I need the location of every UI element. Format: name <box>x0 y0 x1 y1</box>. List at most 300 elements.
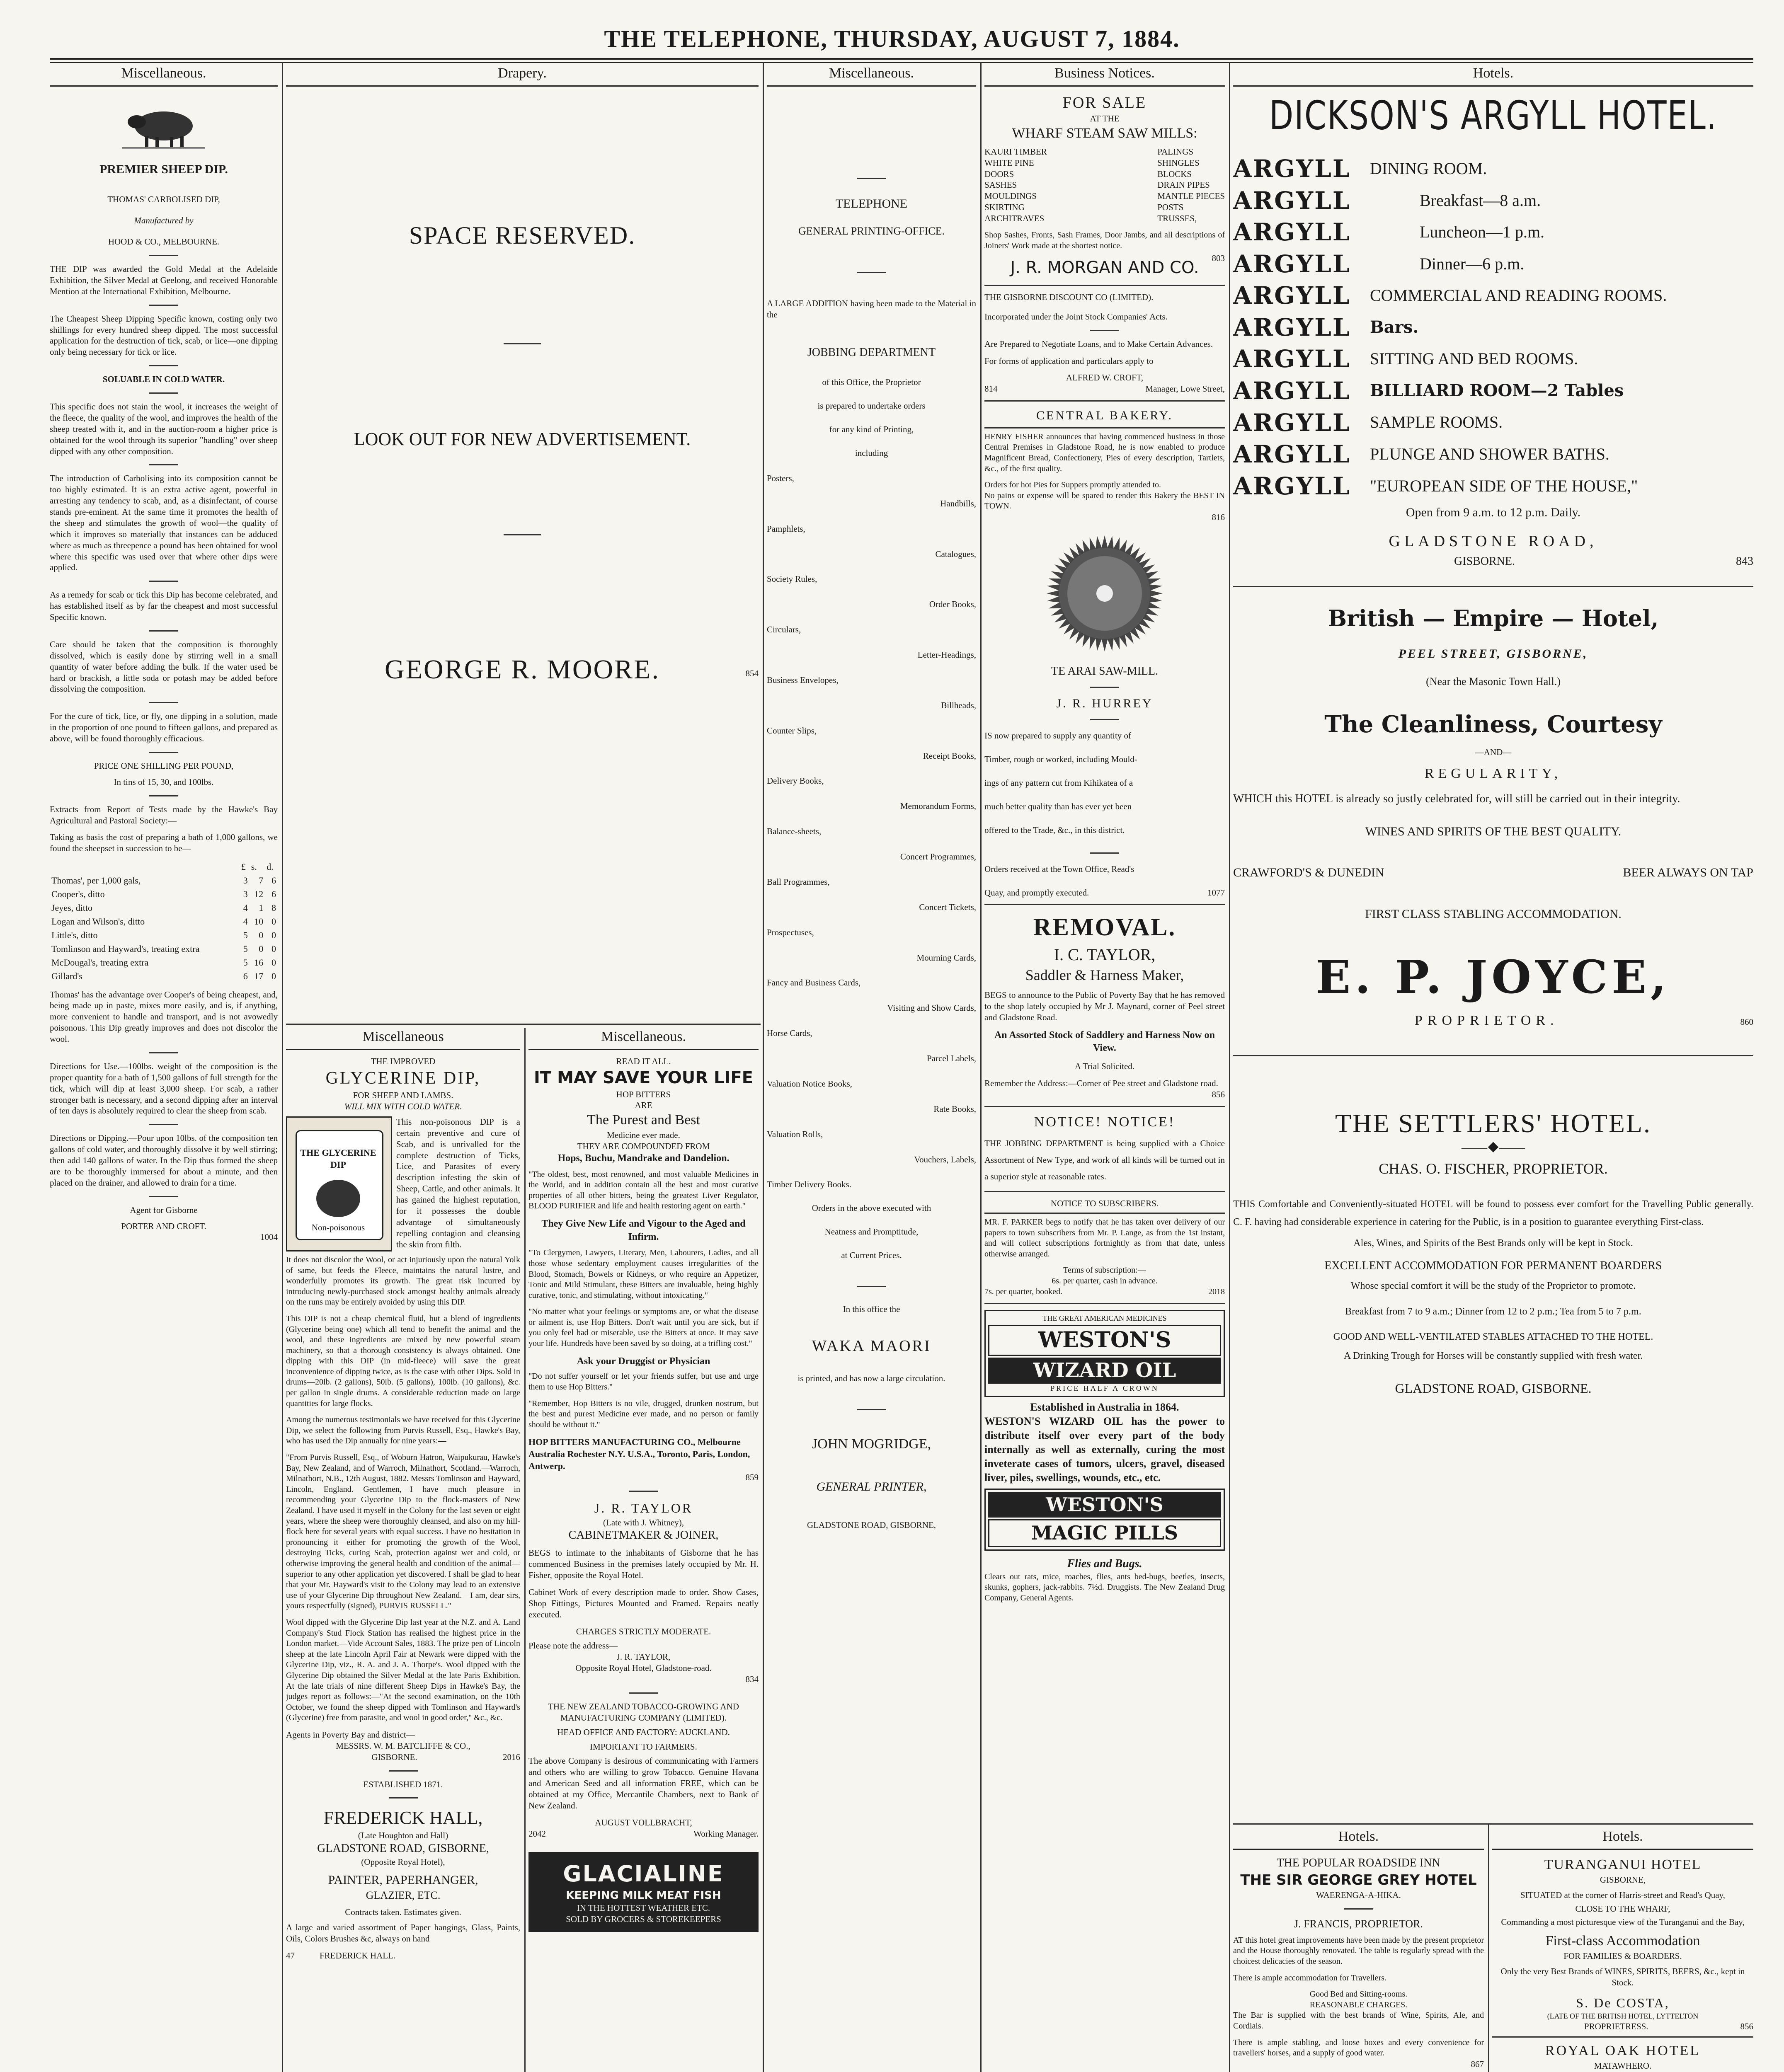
ad-text: ARE <box>635 1100 652 1111</box>
ad-text: CHAS. O. FISCHER, PROPRIETOR. <box>1379 1160 1608 1177</box>
divider <box>1090 852 1119 854</box>
ad-code: 816 <box>1212 512 1225 522</box>
ad-text: Ales, Wines, and Spirits of the Best Brands only will be kept in Stock. <box>1353 1238 1633 1249</box>
sheep-icon <box>122 103 205 149</box>
argyll-word: ARGYLL <box>1233 472 1351 500</box>
argyll-feature: DINING ROOM. <box>1370 159 1487 178</box>
section-rule <box>984 427 1225 428</box>
dip-name-cell: Thomas', per 1,000 gals, <box>51 875 141 886</box>
list-item: MOULDINGS <box>984 191 1037 201</box>
divider <box>629 1491 658 1492</box>
argyll-word: ARGYLL <box>1233 186 1351 215</box>
ad-text: HEAD OFFICE AND FACTORY: AUCKLAND. <box>557 1727 730 1737</box>
list-item: Memorandum Forms, <box>900 801 976 811</box>
ad-paragraph: This DIP is not a cheap chemical fluid, but a blend of ingredients (Glycerine being one) which all tend to benefit the animal and the wool, and these ingredients are mixed by new powerful steam machinery, so that a thorough consistency is always obtained. One dipping with this DIP (in mid-fleece) will save the great inconvenience of dipping twice, as is the case with other Dips. Sold in drums—20lb. (2 gallons), 50lb. (5 gallons), 100lb. (10 gallons), &c. per gallon in single drums. A considerable reduction made on large quantities for large flocks. <box>286 1314 520 1408</box>
argyll-feature: COMMERCIAL AND READING ROOMS. <box>1370 286 1667 305</box>
divider <box>149 752 178 753</box>
hotel-title: TURANGANUI HOTEL <box>1544 1857 1702 1872</box>
printing-items-list <box>767 473 976 1190</box>
ornament: ⸻◆⸻ <box>1461 1142 1526 1154</box>
argyll-word: ARGYLL <box>1233 249 1351 278</box>
list-item: Ball Programmes, <box>767 876 830 887</box>
ad-text: CLOSE TO THE WHARF, <box>1575 1903 1670 1914</box>
ad-paragraph: Clears out rats, mice, roaches, flies, ants bed-bugs, beetles, insects, skunks, gophers, jack-rabbits. 7½d. Druggists. The New Zealand Drug Company, General Agents. <box>984 1572 1225 1603</box>
divider <box>857 272 886 273</box>
section-rule <box>984 1106 1225 1107</box>
ad-text: (LATE OF THE BRITISH HOTEL, LYTTELTON <box>1547 2011 1699 2020</box>
ad-paragraph: There is ample stabling, and loose boxes and every convenience for travellers' horses, and a supply of good water. <box>1233 2038 1484 2058</box>
ad-paragraph: "No matter what your feelings or symptoms are, or what the disease or ailment is, use Hop Bitters. Don't wait until you are sick, but if you only feel bad or miserable, use the Bitters at once. It may save your life. Hundreds have been saved by so doing, at a trifling cost." <box>528 1307 759 1348</box>
ad-code: 1077 <box>1207 887 1225 898</box>
list-item: Mourning Cards, <box>916 952 976 963</box>
table-row <box>50 969 278 983</box>
list-item: SKIRTING <box>984 202 1025 213</box>
dip-name-cell: Little's, ditto <box>51 930 98 941</box>
section-rule <box>984 1213 1225 1214</box>
section-rule <box>984 285 1225 286</box>
column-heading: Hotels. <box>1233 64 1753 87</box>
ad-code: 814 <box>984 384 998 394</box>
price-cell: 6 <box>271 889 276 900</box>
argyll-row <box>1233 438 1753 470</box>
ad-text: SOLD BY GROCERS & STOREKEEPERS <box>566 1914 721 1924</box>
column-heading: Hotels. <box>1233 1828 1484 1850</box>
column-heading: Miscellaneous. <box>50 64 278 87</box>
ad-title: WESTON'S <box>988 1325 1221 1356</box>
argyll-feature: Luncheon—1 p.m. <box>1420 223 1545 242</box>
ad-paragraph: As a remedy for scab or tick this Dip has become celebrated, and has established itself as by far the cheapest and most successful Specific known. <box>50 590 278 622</box>
ad-text: CHARGES STRICTLY MODERATE. <box>576 1626 711 1636</box>
ad-text: (Near the Masonic Town Hall.) <box>1426 675 1561 687</box>
ad-advertiser: J. R. HURREY <box>1056 696 1153 710</box>
ad-heading: Flies and Bugs. <box>1067 1557 1142 1570</box>
ad-paragraph: Extracts from Report of Tests made by the Hawke's Bay Agricultural and Pastoral Society:— <box>50 804 278 825</box>
ad-heading: They Give New Life and Vigour to the Aged and Infirm. <box>541 1218 746 1242</box>
ad-code: 867 <box>1471 2059 1484 2069</box>
divider <box>1090 330 1119 331</box>
ad-paragraph: Shop Sashes, Fronts, Sash Frames, Door Jambs, and all descriptions of Joiners' Work made at the shortest notice. <box>984 230 1225 250</box>
argyll-list <box>1233 153 1753 502</box>
ad-text: Orders in the above executed with <box>812 1203 931 1213</box>
list-item: Delivery Books, <box>767 776 824 786</box>
ad-paragraph: Directions or Dipping.—Pour upon 10lbs. of the composition ten gallons of cold water, and thoroughly dissolve it by well stirring; then add 140 gallons of water. In the Dip thus formed the sheep are to be thoroughly immersed for about a minute, and then placed on the drainer, and allowed to drain for a time. <box>50 1133 278 1188</box>
ad-text: Only the very Best Brands of WINES, SPIRITS, BEERS, &c., kept in Stock. <box>1500 1966 1745 1987</box>
list-item: Horse Cards, <box>767 1028 812 1038</box>
saw-blade-icon <box>1042 531 1167 656</box>
ad-text: A Trial Solicited. <box>1074 1061 1135 1071</box>
tin-label: THE GLYCERINE DIP <box>300 1147 376 1170</box>
price-cell: 0 <box>271 944 276 954</box>
divider <box>1344 1908 1373 1910</box>
ad-text: HOOD & CO., MELBOURNE. <box>108 237 220 247</box>
ad-text: Open from 9 a.m. to 12 p.m. Daily. <box>1406 506 1581 520</box>
ad-code: 843 <box>1736 554 1753 568</box>
ad-paragraph: "To Clergymen, Lawyers, Literary, Men, Labourers, Ladies, and all those whose sedentary employment causes irregularities of the Blood, Stomach, Bowels or Kidneys, or who require an Appetizer, Tonic and Mild Stimulant, these Bitters are invaluable, being highly curative, tonic, and stimulating, without intoxicating." <box>528 1248 759 1300</box>
ad-paragraph: WHICH this HOTEL is already so justly celebrated for, will still be carried out in their integrity. <box>1233 792 1680 805</box>
ad-paragraph: BEGS to announce to the Public of Poverty Bay that he has removed to the shop lately occupied by Mr J. Maynard, corner of Peel street and Gladstone Road. <box>984 990 1225 1022</box>
ad-paragraph: Cabinet Work of every description made to order. Show Cases, Shop Fittings, Pictures Mounted and Framed. Repairs neatly executed. <box>528 1587 759 1619</box>
price-cell: 5 <box>243 957 248 968</box>
price-cell: 0 <box>271 916 276 927</box>
hotel-title: THE SETTLERS' HOTEL. <box>1335 1108 1651 1138</box>
ad-text: Orders received at the Town Office, Read's <box>984 864 1134 874</box>
ad-paragraph: Orders for hot Pies for Suppers promptly attended to. <box>984 480 1161 490</box>
column-hotels-3 <box>1492 1828 1753 2072</box>
ad-text: (Opposite Royal Hotel), <box>361 1857 445 1867</box>
column-heading: Drapery. <box>286 64 759 87</box>
list-item: Catalogues, <box>935 549 976 559</box>
ad-paragraph: It does not discolor the Wool, or act injuriously upon the natural Yolk of same, but feeds the Fleece, maintains the natural lustre, and wonderfully promotes its growth. The great risk incurred by introducing newly-purchased stock amongst healthy animals already on the runs may be entirely avoided by using this DIP. <box>286 1255 520 1307</box>
section-rule <box>984 1303 1225 1304</box>
divider <box>1090 719 1119 720</box>
ad-text: offered to the Trade, &c., in this district. <box>984 825 1125 835</box>
ad-text: THE GREAT AMERICAN MEDICINES <box>1042 1314 1167 1323</box>
ad-heading: TE ARAI SAW-MILL. <box>1051 664 1159 678</box>
argyll-word: ARGYLL <box>1233 345 1351 373</box>
ad-title: WIZARD OIL <box>988 1358 1221 1384</box>
argyll-word: ARGYLL <box>1233 377 1351 405</box>
list-item: MANTLE PIECES <box>1157 191 1225 201</box>
divider <box>857 178 886 179</box>
column-rule <box>282 62 283 2072</box>
ad-text: MATAWHERO. <box>1594 2060 1652 2071</box>
column-hotels-2 <box>1233 1828 1484 2072</box>
ad-paragraph: THE JOBBING DEPARTMENT is being supplied with a Choice Assortment of New Type, and work of all kinds will be turned out in a superior style at reasonable rates. <box>984 1138 1225 1182</box>
ad-paragraph: The introduction of Carbolising into its composition cannot be too highly estimated. It is an extra active agent, powerful in arresting any tendency to scab, and, as a disinfectant, of course stands pre-eminent. At the same time it promotes the health of the sheep and stimulates the growth of wool—the quality of which it improves so materially that instances can be adduced where as much as threepence a pound has been obtained for wool where this specific was used over that where other dips were applied. <box>50 473 278 573</box>
argyll-word: ARGYLL <box>1233 313 1351 341</box>
table-header: £ <box>241 862 246 872</box>
ad-text: WAERENGA-A-HIKA. <box>1316 1890 1401 1900</box>
divider <box>149 581 178 582</box>
list-item: WHITE PINE <box>984 157 1034 168</box>
argyll-feature: "EUROPEAN SIDE OF THE HOUSE," <box>1370 476 1638 495</box>
ad-text: AT THE <box>1090 114 1120 124</box>
ad-text: is prepared to undertake orders <box>817 401 926 411</box>
ad-text: PORTER AND CROFT. <box>121 1221 206 1231</box>
ad-text: GLADSTONE ROAD, <box>1389 532 1598 550</box>
list-item: Business Envelopes, <box>767 675 839 685</box>
ad-paragraph: BEGS to intimate to the inhabitants of Gisborne that he has commenced Business in the premises lately occupied by Mr. H. Fisher, opposite the Royal Hotel. <box>528 1548 759 1581</box>
ad-paragraph: This specific does not stain the wool, it increases the weight of the fleece, the quality of the wool, and improves the health of the sheep treated with it, and in the auction-room a higher price is obtained for the wool through its superior "handling" over sheep dipped with any other composition. <box>50 402 278 456</box>
argyll-row <box>1233 185 1753 217</box>
price-table <box>50 860 278 983</box>
list-item: Society Rules, <box>767 574 817 584</box>
ad-title: MAGIC PILLS <box>988 1519 1221 1547</box>
ad-text: ings of any pattern cut from Kihikatea of a <box>984 778 1133 788</box>
ad-text: Breakfast from 7 to 9 a.m.; Dinner from 12 to 2 p.m.; Tea from 5 to 7 p.m. <box>1345 1306 1641 1317</box>
table-row <box>50 956 278 969</box>
masthead <box>0 0 1784 50</box>
divider <box>149 392 178 394</box>
ad-text: GISBORNE. <box>1454 554 1515 568</box>
ad-title: IT MAY SAVE YOUR LIFE <box>534 1068 753 1087</box>
ad-text: (Late Houghton and Hall) <box>358 1830 448 1841</box>
ad-paragraph: Directions for Use.—100lbs. weight of the composition is the proper quantity for a bath of 1,500 gallons of full strength for the tick, which will dip at least 3,000 sheep. For scab, a rather stronger bath is necessary, and a second dipping after an interval of ten days is absolutely required to clear the sheep from scab. <box>50 1061 278 1116</box>
ad-heading: FIRST CLASS STABLING ACCOMMODATION. <box>1365 907 1622 921</box>
table-row <box>50 887 278 901</box>
price-cell: 12 <box>254 889 264 900</box>
dip-name-cell: Jeyes, ditto <box>51 903 92 913</box>
divider <box>629 1692 658 1694</box>
ad-text: much better quality than has ever yet been <box>984 801 1132 811</box>
ad-text: FREDERICK HALL. <box>320 1950 396 1961</box>
column-printing <box>767 64 976 2072</box>
dip-name-cell: McDougal's, treating extra <box>51 957 149 968</box>
argyll-row <box>1233 312 1753 344</box>
price-cell: 4 <box>243 903 248 913</box>
ad-heading: Established in Australia in 1864. <box>1030 1401 1179 1414</box>
column-heading: Miscellaneous. <box>767 64 976 87</box>
glacialine-ad <box>528 1852 759 1932</box>
ad-paragraph: THIS Comfortable and Conveniently-situated HOTEL will be found to possess ever comfort for the Travelling Public generally. C. F. having had considerable experience in catering for the Public, is in a position to guarantee everything First-class. <box>1233 1198 1753 1228</box>
table-row <box>50 915 278 928</box>
argyll-row <box>1233 343 1753 375</box>
price-cell: 0 <box>259 930 264 941</box>
ad-text: Quay, and promptly executed. <box>984 887 1089 898</box>
section-rule <box>984 400 1225 402</box>
divider <box>149 1124 178 1125</box>
ad-paragraph: Remember the Address:—Corner of Pee street and Gladstone road. <box>984 1078 1218 1088</box>
ad-text: —AND— <box>1475 747 1512 757</box>
section-rule <box>1492 2036 1753 2038</box>
ad-paragraph: Among the numerous testimonials we have received for this Glycerine Dip, we select the following from Purvis Russell, Esq., Hawke's Bay, who has used the Dip annually for nine years:— <box>286 1415 520 1446</box>
column-miscellaneous-2 <box>286 1028 520 2072</box>
argyll-feature: SAMPLE ROOMS. <box>1370 413 1503 432</box>
ad-heading: An Assorted Stock of Saddlery and Harness Now on View. <box>994 1029 1215 1054</box>
divider <box>149 365 178 366</box>
ad-text: Manager, Lowe Street, <box>1145 384 1225 394</box>
list-item: Fancy and Business Cards, <box>767 978 861 988</box>
price-cell: 0 <box>271 957 276 968</box>
magic-pills-ad <box>984 1489 1225 1550</box>
list-item: Circulars, <box>767 625 801 635</box>
table-header: d. <box>267 862 274 872</box>
ad-code: 47 <box>286 1950 295 1961</box>
price-cell: 5 <box>243 944 248 954</box>
ad-text: Timber, rough or worked, including Mould- <box>984 754 1137 765</box>
saw-tooth <box>1149 590 1163 597</box>
dip-tin-illustration <box>286 1116 392 1251</box>
ad-heading: HOP BITTERS MANUFACTURING CO., Melbourne Australia Rochester N.Y. U.S.A., Toronto, Paris, London, Antwerp. <box>528 1437 750 1472</box>
column-rule <box>524 1028 526 2072</box>
divider <box>857 1409 886 1410</box>
saw-tooth <box>1101 638 1108 651</box>
price-cell: 8 <box>271 903 276 913</box>
ad-text: PRICE HALF A CROWN <box>1050 1384 1159 1393</box>
ad-paragraph: No pains or expense will be spared to render this Bakery the BEST IN TOWN. <box>984 491 1225 511</box>
price-cell: 3 <box>243 875 248 886</box>
ad-text: Agent for Gisborne <box>130 1205 198 1215</box>
section-rule <box>984 904 1225 905</box>
ad-paragraph: Are Prepared to Negotiate Loans, and to Make Certain Advances. <box>984 339 1213 349</box>
column-rule <box>980 62 982 2072</box>
ad-text: Opposite Royal Hotel, Gladstone-road. <box>575 1663 712 1673</box>
argyll-row <box>1233 375 1753 407</box>
list-item: KAURI TIMBER <box>984 146 1047 157</box>
ad-heading: PRICE ONE SHILLING PER POUND, <box>94 760 234 771</box>
ad-text: is printed, and has now a large circulation. <box>797 1373 945 1384</box>
ad-text: Contracts taken. Estimates given. <box>345 1907 461 1917</box>
list-item: DOORS <box>984 169 1014 179</box>
masthead-rule-thin <box>50 62 1753 63</box>
ad-text: Manufactured by <box>134 215 194 226</box>
list-item: Valuation Notice Books, <box>767 1078 852 1089</box>
column-miscellaneous-3 <box>528 1028 759 2072</box>
price-cell: 1 <box>259 903 264 913</box>
column-heading: Hotels. <box>1492 1828 1753 1850</box>
list-item: Billheads, <box>941 700 976 710</box>
ad-advertiser: I. C. TAYLOR, <box>1054 945 1156 964</box>
table-row <box>50 942 278 956</box>
ad-code: 803 <box>1212 253 1225 264</box>
price-cell: 16 <box>254 957 264 968</box>
ad-text: GENERAL PRINTER, <box>816 1479 927 1493</box>
timber-list-left <box>984 146 1047 224</box>
ad-title: GLACIALINE <box>563 1860 724 1887</box>
divider <box>389 1797 418 1798</box>
list-item: Order Books, <box>929 599 976 610</box>
ad-text: Whose special comfort it will be the study of the Proprietor to promote. <box>1350 1280 1636 1291</box>
ad-code: 1004 <box>260 1232 278 1242</box>
argyll-row <box>1233 248 1753 280</box>
list-item: SASHES <box>984 180 1017 190</box>
price-cell: 0 <box>271 930 276 941</box>
ad-text: ESTABLISHED 1871. <box>363 1779 443 1789</box>
dip-name-cell: Tomlinson and Hayward's, treating extra <box>51 944 200 954</box>
ad-heading: REGULARITY, <box>1424 765 1562 781</box>
ad-heading: LOOK OUT FOR NEW ADVERTISEMENT. <box>354 429 691 450</box>
ad-text: PEEL STREET, GISBORNE, <box>1398 647 1588 661</box>
ad-code: 834 <box>745 1674 759 1685</box>
ad-title: WAKA MAORI <box>812 1337 931 1355</box>
ad-code: 2042 <box>528 1828 546 1839</box>
ad-text: PROPRIETOR. <box>1414 1012 1559 1028</box>
price-cell: 0 <box>259 944 264 954</box>
argyll-feature: SITTING AND BED ROOMS. <box>1370 349 1578 368</box>
column-rule <box>763 62 764 2072</box>
ad-title: REMOVAL. <box>1033 913 1176 941</box>
list-item: TRUSSES, <box>1157 213 1197 224</box>
price-cell: 0 <box>271 971 276 982</box>
timber-list-right <box>1157 146 1225 224</box>
ad-text: THE IMPROVED <box>371 1056 436 1066</box>
ad-title: WESTON'S <box>988 1492 1221 1518</box>
section-rule <box>984 1191 1225 1192</box>
price-cell: 5 <box>243 930 248 941</box>
ad-paragraph: HENRY FISHER announces that having commenced business in those Central Premises in Gladstone Road, he is now enabled to produce Magnificent Bread, Confectionery, Pies of every description, Tartlets, &c., of the first quality. <box>984 432 1225 473</box>
ad-paragraph: The Cheapest Sheep Dipping Specific known, costing only two shillings for every hundred sheep dipped. The most successful application for the destruction of tick, scab, or lice—one dipping only being necessary for tick or lice. <box>50 313 278 357</box>
ad-heading: NOTICE TO SUBSCRIBERS. <box>1050 1198 1159 1209</box>
ad-text: In tins of 15, 30, and 100lbs. <box>114 777 214 787</box>
argyll-feature: Dinner—6 p.m. <box>1420 254 1525 273</box>
ad-text: PROPRIETRESS. <box>1584 2021 1648 2032</box>
argyll-word: ARGYLL <box>1233 218 1351 247</box>
list-item: Letter-Headings, <box>917 650 976 660</box>
ad-heading: Ask your Druggist or Physician <box>577 1356 710 1367</box>
ad-text: FOR SHEEP AND LAMBS. <box>353 1090 453 1101</box>
ad-heading: THE NEW ZEALAND TOBACCO-GROWING AND MANUFACTURING COMPANY (LIMITED). <box>548 1701 739 1723</box>
ad-text: at Current Prices. <box>841 1250 902 1261</box>
ad-text: IN THE HOTTEST WEATHER ETC. <box>577 1903 710 1913</box>
ad-heading: GLADSTONE ROAD, GISBORNE. <box>1395 1380 1592 1396</box>
list-item: DRAIN PIPES <box>1157 180 1210 190</box>
ad-advertiser: J. R. TAYLOR <box>594 1501 693 1516</box>
divider <box>389 1770 418 1772</box>
ad-paragraph: AT this hotel great improvements have been made by the present proprietor and the House thoroughly renovated. The table is regularly spread with the choicest delicacies of the season. <box>1233 1935 1484 1966</box>
section-rule <box>1233 586 1753 587</box>
ad-text: IS now prepared to supply any quantity of <box>984 731 1132 741</box>
hotel-title: DICKSON'S ARGYLL HOTEL. <box>1269 92 1718 138</box>
column-miscellaneous <box>50 64 278 2072</box>
ad-paragraph: The Bar is supplied with the best brands of Wine, Spirits, Ale, and Cordials. <box>1233 2011 1484 2031</box>
ad-text: HOP BITTERS <box>616 1089 671 1099</box>
ad-advertiser: JOHN MOGRIDGE, <box>812 1436 931 1452</box>
ad-text: A Drinking Trough for Horses will be constantly supplied with fresh water. <box>1343 1350 1643 1361</box>
ad-paragraph: "The oldest, best, most renowned, and most valuable Medicines in the World, and in addition contain all the best and most curative properties of all other bitters, being the greatest Liver Regulator, BLOOD PURIFIER and life and health restoring agent on earth." <box>528 1169 759 1211</box>
argyll-feature: Bars. <box>1370 317 1419 337</box>
ad-text: Terms of subscription:— <box>1063 1266 1146 1275</box>
ad-paragraph: "Remember, Hop Bitters is no vile, drugged, drunken nostrum, but the best and purest Medicine ever made, and no person or family should be without it." <box>528 1399 759 1429</box>
ad-heading: NOTICE! NOTICE! <box>1034 1114 1176 1130</box>
ad-text: Agents in Poverty Bay and district— <box>286 1729 415 1740</box>
section-rule <box>286 1024 761 1025</box>
list-item: PALINGS <box>1157 146 1193 157</box>
ad-paragraph: Taking as basis the cost of preparing a bath of 1,000 gallons, we found the sheepset in succession to be— <box>50 832 278 854</box>
ad-advertiser: S. De COSTA, <box>1576 1995 1670 2010</box>
ad-code: 2016 <box>502 1752 520 1762</box>
price-cell: 6 <box>243 971 248 982</box>
table-row <box>50 874 278 887</box>
argyll-word: ARGYLL <box>1233 440 1351 469</box>
ad-text: The Purest and Best <box>587 1112 700 1128</box>
ad-code: 860 <box>1740 1017 1753 1027</box>
list-item: Handbills, <box>940 498 976 508</box>
ad-text: J. FRANCIS, PROPRIETOR. <box>1294 1917 1423 1930</box>
ad-text: FOR FAMILIES & BOARDERS. <box>1563 1951 1682 1961</box>
divider <box>149 1052 178 1053</box>
ad-text: WILL MIX WITH COLD WATER. <box>344 1101 462 1112</box>
ad-text: for any kind of Printing, <box>829 424 914 435</box>
ad-code: 2018 <box>1208 1287 1225 1296</box>
divider <box>504 534 541 535</box>
hotel-title: British — Empire — Hotel, <box>1328 605 1659 632</box>
westons-ad <box>984 1310 1225 1397</box>
ad-text: including <box>855 448 888 458</box>
list-item: Concert Programmes, <box>900 852 976 862</box>
ad-title: TELEPHONE <box>835 196 908 211</box>
list-item: Receipt Books, <box>923 750 976 761</box>
ad-title: GLYCERINE DIP, <box>325 1068 481 1088</box>
ad-text: GLAZIER, ETC. <box>366 1889 441 1901</box>
ad-text: MESSRS. W. M. BATCLIFFE & CO., <box>336 1740 470 1751</box>
ad-text: GOOD AND WELL-VENTILATED STABLES ATTACHED TO THE HOTEL. <box>1333 1331 1653 1343</box>
hotel-title: THE SIR GEORGE GREY HOTEL <box>1240 1871 1477 1888</box>
column-rule <box>1229 62 1230 2072</box>
divider <box>149 795 178 796</box>
ad-text: J. R. TAYLOR, <box>616 1652 671 1662</box>
argyll-row <box>1233 407 1753 439</box>
ad-code: 854 <box>745 668 759 679</box>
ad-heading: The Cleanliness, Courtesy <box>1324 711 1662 738</box>
table-row <box>50 928 278 942</box>
ad-code: 856 <box>1740 2021 1753 2032</box>
table-header <box>50 860 240 874</box>
price-cell: 4 <box>243 916 248 927</box>
ad-code: 859 <box>745 1472 759 1483</box>
ad-text: GISBORNE, <box>1600 1874 1646 1885</box>
ad-text: GLADSTONE ROAD, GISBORNE, <box>317 1842 489 1855</box>
ad-paragraph: Wool dipped with the Glycerine Dip last year at the N.Z. and A. Land Company's Stud Flock Station has realised the highest price in the London market.—Vide Account Sales, 1883. The prize pen of Lincoln sheep at the late Lincoln April Fair at Newark were dipped with the Glycerine Dip, viz., R. A. and J. A. Thorpe's. Wool dipped with the Glycerine Dip obtained the Silver Medal at the late Paris Exhibition. At the late trials of nine different Sheep Dips in Hawke's Bay, the judges report as follows:—"At the second examination, on the 10th October, we found the sheep dipped with Tomlinson and Hayward's (Glycerine) free from parasite, and wool in good order," &c., &c. <box>286 1617 520 1723</box>
